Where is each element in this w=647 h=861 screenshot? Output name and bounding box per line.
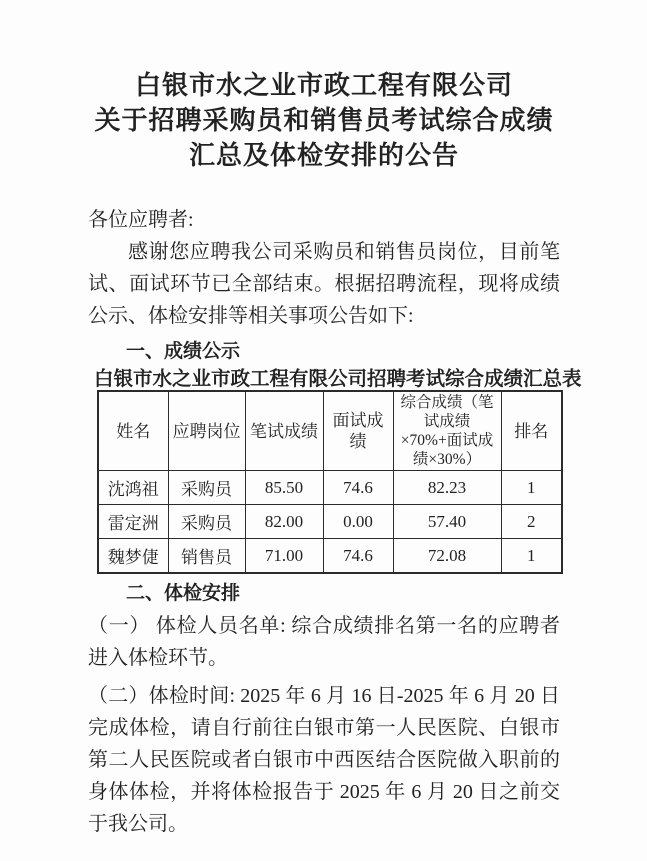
- cell-written-score: 71.00: [245, 539, 323, 574]
- header-cell-interview-score: 面试成绩: [323, 391, 393, 471]
- score-table-title: 白银市水之业市政工程有限公司招聘考试综合成绩汇总表: [94, 368, 582, 390]
- document-title-line-1: 白银市水之业市政工程有限公司: [134, 71, 513, 100]
- header-cell-name: 姓名: [98, 391, 168, 471]
- cell-interview-score: 74.6: [323, 471, 393, 505]
- header-cell-rank: 排名: [501, 391, 562, 471]
- cell-rank: 2: [501, 505, 562, 539]
- document-title-line-3: 汇总及体检安排的公告: [188, 141, 459, 170]
- cell-rank: 1: [501, 539, 562, 574]
- document-title: [88, 68, 560, 173]
- header-cell-composite-score: 综合成绩（笔试成绩×70%+面试成绩×30%）: [393, 391, 501, 471]
- table-row-3: [98, 539, 562, 574]
- cell-interview-score: 74.6: [323, 539, 393, 574]
- document-title-line-2: 关于招聘采购员和销售员考试综合成绩: [94, 106, 554, 135]
- score-table-header-row: [98, 391, 562, 471]
- cell-name: 雷定洲: [98, 505, 168, 539]
- cell-name: 魏梦倢: [98, 539, 168, 574]
- medical-exam-time-paragraph: （二）体检时间: 2025 年 6 月 16 日-2025 年 6 月 20 日完成体检，请自行前往白银市第一人民医院、白银市第二人民医院或者白银市中西医结合医院做入职前的身体体检，并将体检报告于 2025 年 6 月 20 日之前交于我公司。: [88, 685, 560, 835]
- section-2-heading: 二、体检安排: [126, 583, 241, 604]
- cell-rank: 1: [501, 471, 562, 505]
- cell-composite-score: 57.40: [393, 505, 501, 539]
- cell-written-score: 85.50: [245, 471, 323, 505]
- cell-name: 沈鸿祖: [98, 471, 168, 505]
- section-1-heading: 一、成绩公示: [126, 341, 241, 362]
- header-cell-written-score: 笔试成绩: [245, 391, 323, 471]
- intro-paragraph: 感谢您应聘我公司采购员和销售员岗位，目前笔试、面试环节已全部结束。根据招聘流程，现将成绩公示、体检安排等相关事项公告如下:: [88, 241, 560, 327]
- cell-position: 采购员: [168, 471, 245, 505]
- cell-interview-score: 0.00: [323, 505, 393, 539]
- medical-exam-list-paragraph: （一） 体检人员名单: 综合成绩排名第一名的应聘者进入体检环节。: [88, 615, 560, 669]
- cell-written-score: 82.00: [245, 505, 323, 539]
- cell-composite-score: 72.08: [393, 539, 501, 574]
- cell-composite-score: 82.23: [393, 471, 501, 505]
- cell-position: 销售员: [168, 539, 245, 574]
- cell-position: 采购员: [168, 505, 245, 539]
- table-row-2: [98, 505, 562, 539]
- table-row-1: [98, 471, 562, 505]
- salutation: 各位应聘者:: [88, 209, 194, 231]
- score-table: [97, 390, 563, 574]
- header-cell-position: 应聘岗位: [168, 391, 245, 471]
